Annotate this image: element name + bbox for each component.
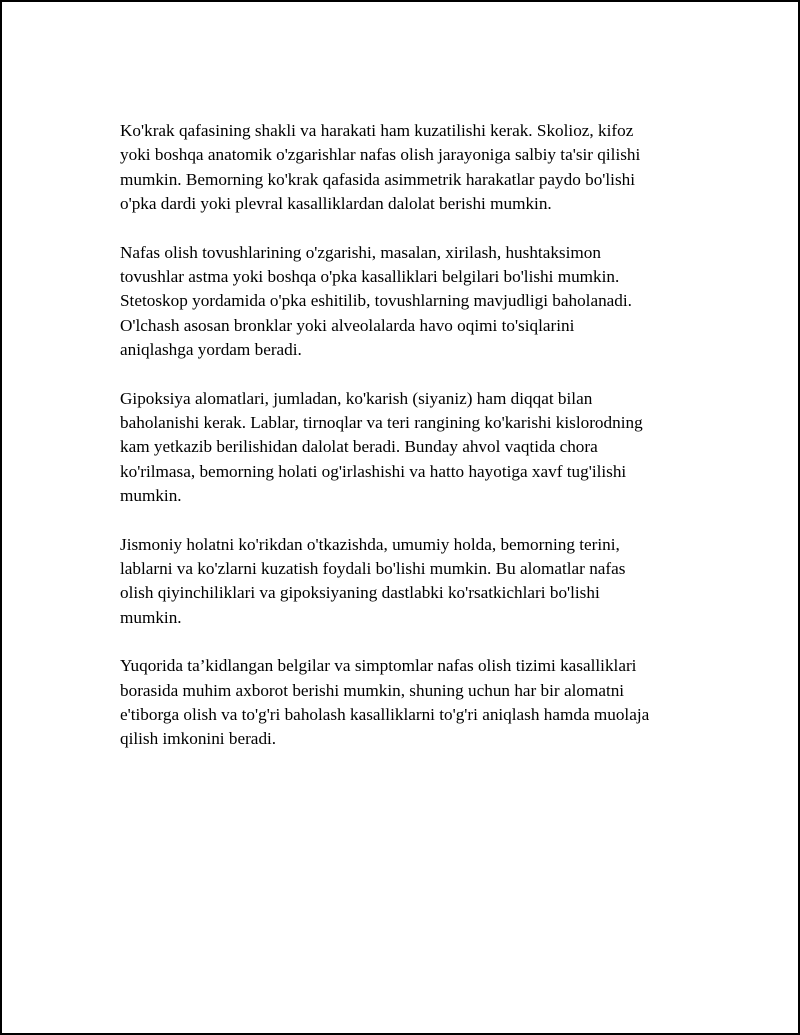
paragraph-physical-exam: Jismoniy holatni ko'rikdan o'tkazishda, umumiy holda, bemorning terini, lablarni va ko'zlarni kuzatish foydali bo'lishi mumkin. Bu alomatlar nafas olish qiyinchiliklari va gipoksiyaning dastlabki ko'rsatkichlari bo'lishi mumkin. [120,534,626,627]
document-body [120,119,710,776]
paragraph-chest-shape: Ko'krak qafasining shakli va harakati ham kuzatilishi kerak. Skolioz, kifoz yoki boshqa anatomik o'zgarishlar nafas olish jarayoniga salbiy ta'sir qilishi mumkin. Bemorning ko'krak qafasida asimmetrik harakatlar paydo bo'lishi o'pka dardi yoki plevral kasalliklardan dalolat berishi mumkin. [120,121,641,213]
paragraph-conclusion: Yuqorida ta’kidlangan belgilar va simptomlar nafas olish tizimi kasalliklari borasida muhim axborot berishi mumkin, shuning uchun har bir alomatni e'tiborga olish va to'g'ri baholash kasalliklarni to'g'ri aniqlash hamda muolaja qilish imkonini beradi. [120,656,650,749]
paragraph-breath-sounds: Nafas olish tovushlarining o'zgarishi, masalan, xirilash, hushtaksimon tovushlar astma yoki boshqa o'pka kasalliklari belgilari bo'lishi mumkin. Stetoskop yordamida o'pka eshitilib, tovushlarning mavjudligi baholanadi. O'lchash asosan bronklar yoki alveolalarda havo oqimi to'siqlarini aniqlashga yordam beradi. [120,242,632,359]
paragraph-hypoxia-signs: Gipoksiya alomatlari, jumladan, ko'karish (siyaniz) ham diqqat bilan baholanishi kerak. Lablar, tirnoqlar va teri rangining ko'karishi kislorodning kam yetkazib berilishidan dalolat beradi. Bunday ahvol vaqtida chora ko'rilmasa, bemorning holati og'irlashishi va hatto hayotiga xavf tug'ilishi mumkin. [120,388,643,505]
